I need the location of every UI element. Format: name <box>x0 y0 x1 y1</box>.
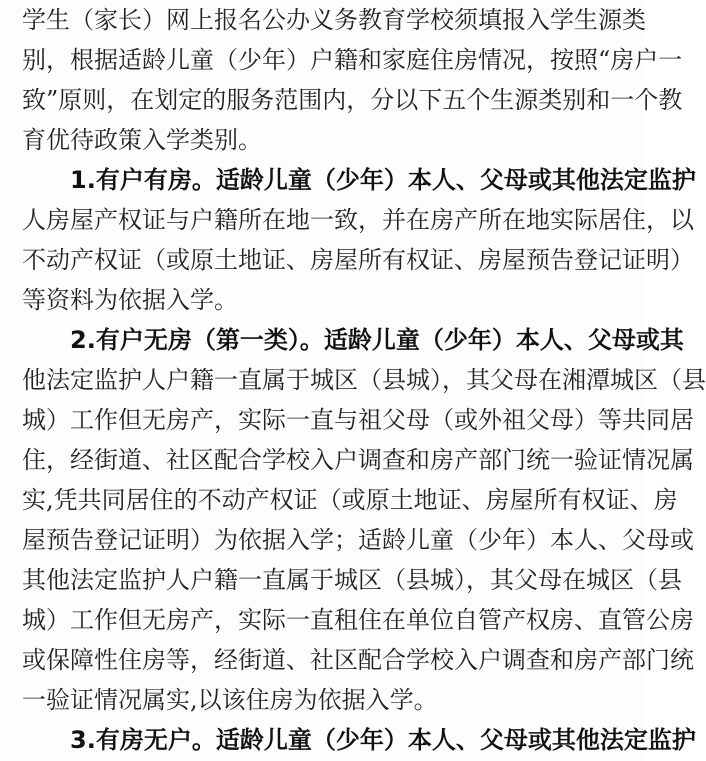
text-line: 致”原则，在划定的服务范围内，分以下五个生源类别和一个教 <box>22 86 683 114</box>
text-line: 人房屋产权证与户籍所在地一致，并在房产所在地实际居住，以 <box>22 206 694 234</box>
section-heading-line: 1.有户有房。适龄儿童（少年）本人、父母或其他法定监护 <box>70 166 696 194</box>
text-line: 其他法定监护人户籍一直属于城区（县城），其父母在城区（县 <box>22 566 682 594</box>
text-line: 屋预告登记证明）为依据入学；适龄儿童（少年）本人、父母或 <box>22 526 694 554</box>
text-line: 城）工作但无房产，实际一直与祖父母（或外祖父母）等共同居 <box>22 406 694 434</box>
text-line: 一验证情况属实,以该住房为依据入学。 <box>22 686 438 714</box>
text-line: 育优待政策入学类别。 <box>22 126 262 154</box>
section-heading-line: 3.有房无户。适龄儿童（少年）本人、父母或其他法定监护 <box>70 726 696 754</box>
text-line: 实,凭共同居住的不动产权证（或原土地证、房屋所有权证、房 <box>22 486 678 514</box>
text-line: 他法定监护人户籍一直属于城区（县城），其父母在湘潭城区（县 <box>22 366 706 394</box>
text-line: 或保障性住房等，经街道、社区配合学校入户调查和房产部门统 <box>22 646 694 674</box>
text-line: 等资料为依据入学。 <box>22 286 238 314</box>
section-heading-line: 2.有户无房（第一类）。适龄儿童（少年）本人、父母或其 <box>70 326 684 354</box>
text-line: 城）工作但无房产，实际一直租住在单位自管产权房、直管公房 <box>22 606 694 634</box>
text-line: 住，经街道、社区配合学校入户调查和房产部门统一验证情况属 <box>22 446 694 474</box>
text-line: 学生（家长）网上报名公办义务教育学校须填报入学生源类 <box>22 6 646 34</box>
text-line: 不动产权证（或原土地证、房屋所有权证、房屋预告登记证明） <box>22 246 694 274</box>
text-line: 别，根据适龄儿童（少年）户籍和家庭住房情况，按照“房户一 <box>22 46 683 74</box>
